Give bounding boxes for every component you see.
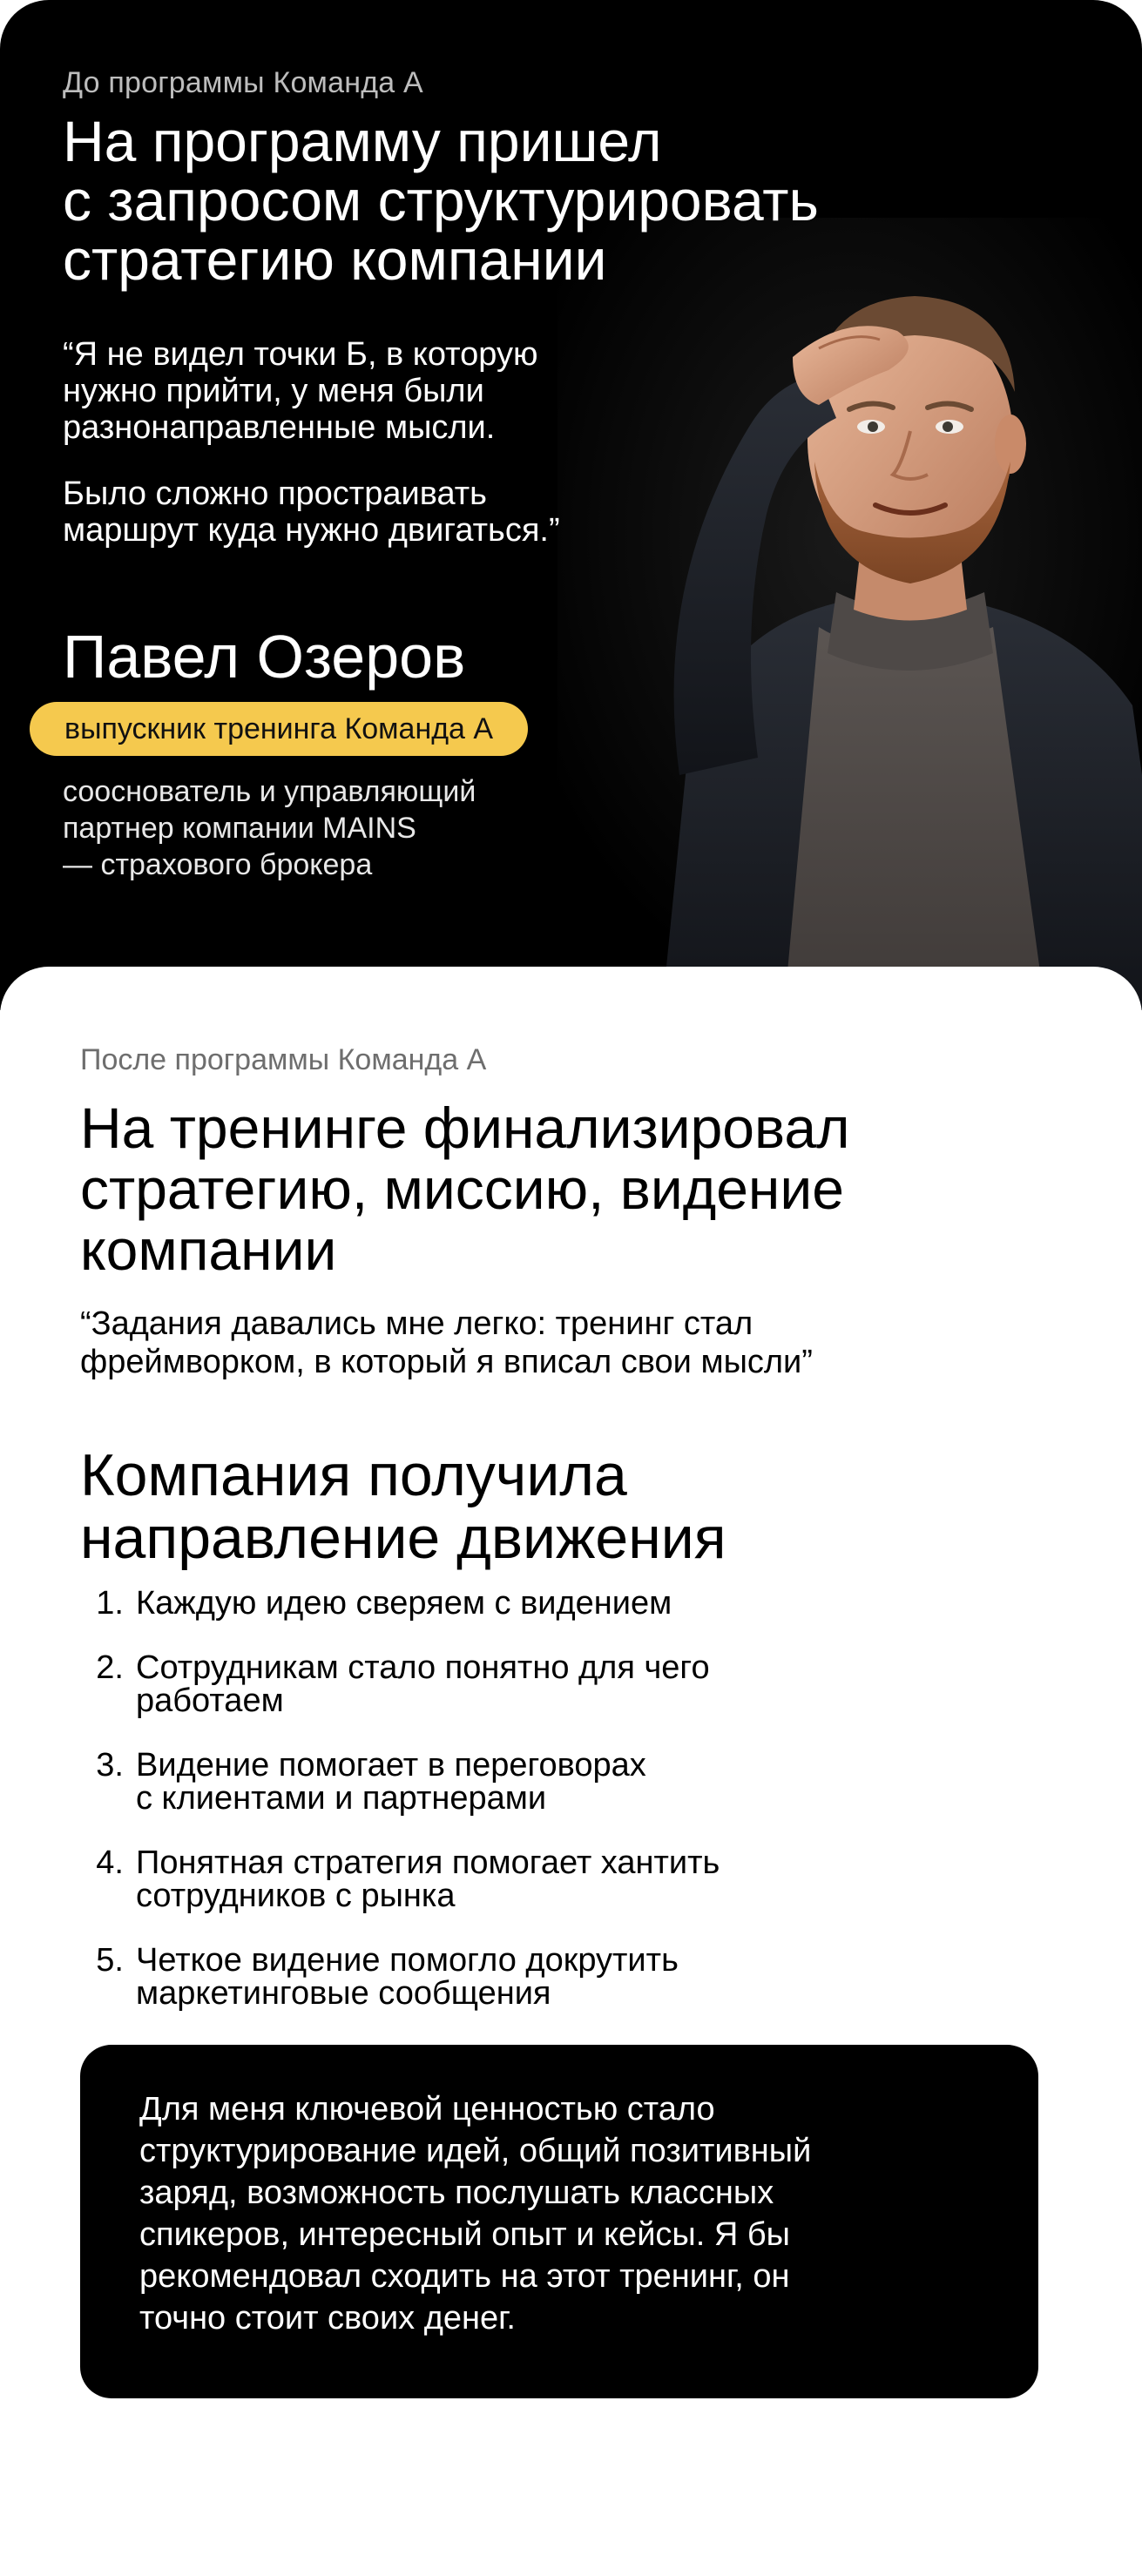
before-quote-part2: Было сложно простраивать маршрут куда нужно двигаться.”	[63, 475, 560, 549]
after-title: На тренинге финализировал стратегию, миссию, видение компании	[80, 1096, 850, 1282]
list-item	[80, 1587, 1038, 1620]
list-item-text: Сотрудникам стало понятно для чего работаем	[136, 1649, 710, 1719]
review-text: Для меня ключевой ценностью стало структурирование идей, общий позитивный заряд, возможность послушать классных спикеров, интересный опыт и кейсы. Я бы рекомендовал сходить на этот тренинг, он точно стоит своих денег.	[139, 2091, 812, 2337]
after-quote: “Задания давались мне легко: тренинг стал фреймворком, в который я вписал свои мысли”	[80, 1305, 813, 1380]
list-item-text: Четкое видение помогло докрутить маркетинговые сообщения	[136, 1942, 679, 2012]
list-item-text: Видение помогает в переговорах с клиентами и партнерами	[136, 1747, 646, 1817]
before-label: До программы Команда А	[63, 66, 423, 99]
list-item	[80, 1944, 1038, 2010]
list-item	[80, 1846, 1038, 1912]
list-item-number: 5.	[96, 1942, 124, 1979]
results-list	[80, 1587, 1038, 2041]
list-item-number: 2.	[96, 1649, 124, 1686]
review-card	[80, 2045, 1038, 2398]
list-item-number: 4.	[96, 1844, 124, 1881]
after-section	[0, 967, 1142, 2576]
before-section	[0, 0, 1142, 1010]
before-title: На программу пришел с запросом структурировать стратегию компании	[63, 109, 819, 292]
graduate-badge: выпускник тренинга Команда А	[30, 702, 528, 756]
list-item	[80, 1749, 1038, 1815]
list-item	[80, 1651, 1038, 1717]
before-quote-part1: “Я не видел точки Б, в которую нужно прийти, у меня были разнонаправленные мысли.	[63, 336, 538, 446]
list-item-text: Каждую идею сверяем с видением	[136, 1585, 672, 1622]
person-name: Павел Озеров	[63, 623, 466, 691]
list-item-text: Понятная стратегия помогает хантить сотрудников с рынка	[136, 1844, 720, 1914]
person-role: сооснователь и управляющий партнер компании MAINS — страхового брокера	[63, 775, 476, 881]
after-label: После программы Команда А	[80, 1043, 487, 1076]
list-item-number: 3.	[96, 1747, 124, 1784]
list-item-number: 1.	[96, 1585, 124, 1622]
result-title: Компания получила направление движения	[80, 1442, 726, 1571]
